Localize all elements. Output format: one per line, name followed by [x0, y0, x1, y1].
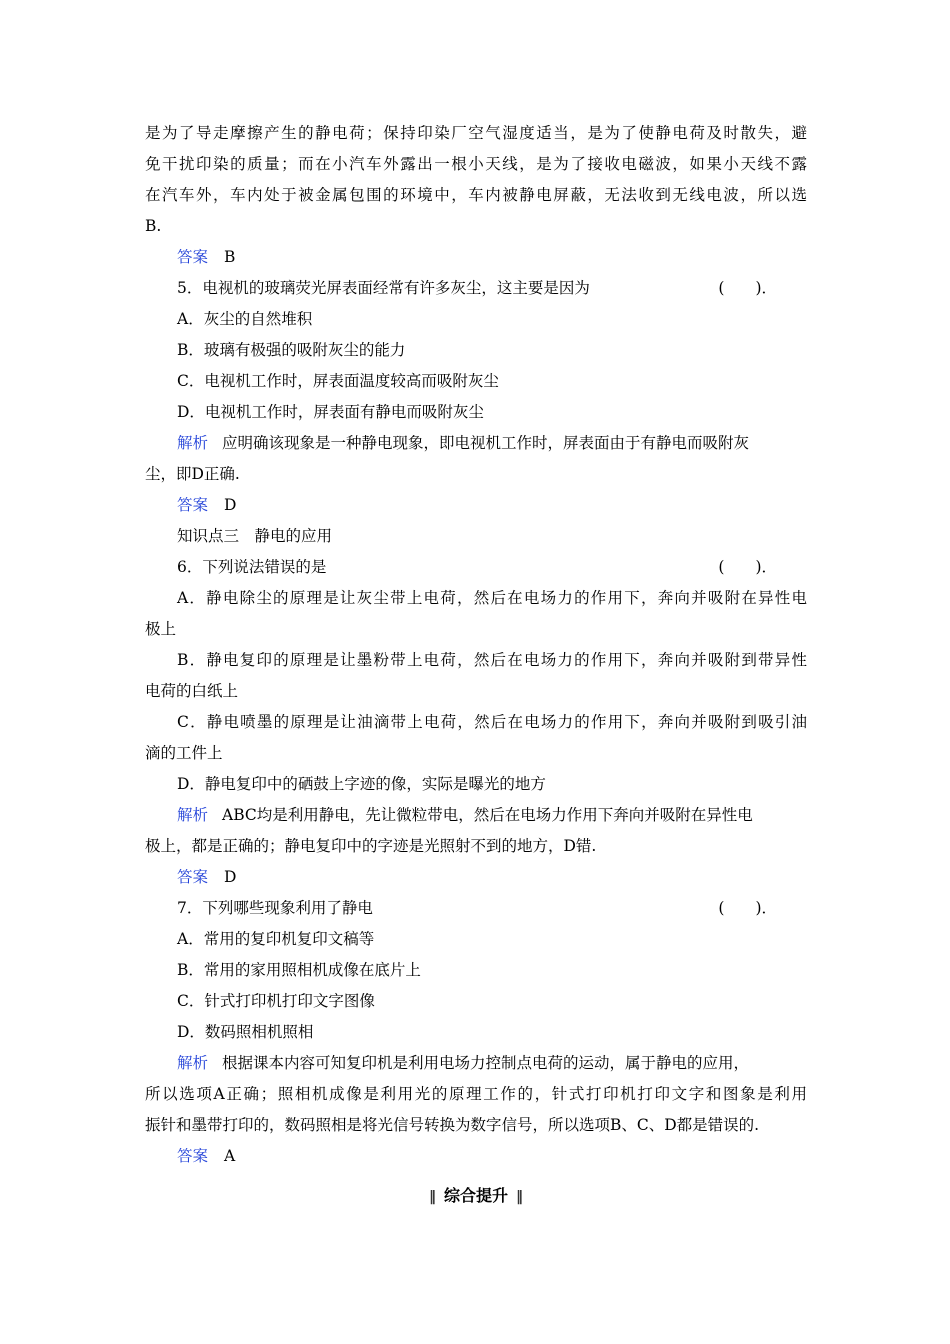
- question-7-option-a: A．常用的复印机复印文稿等: [177, 930, 375, 948]
- question-7-option-d: D．数码照相机照相: [177, 1023, 314, 1041]
- question-6-option-b-line-2: 电荷的白纸上: [145, 682, 239, 700]
- intro-line-3: 在汽车外，车内处于被金属包围的环境中，车内被静电屏蔽，无法收到无线电波，所以选: [145, 186, 807, 204]
- question-6-answer: [145, 862, 807, 893]
- answer-blank: ( )．: [718, 558, 777, 576]
- question-5-stem: [145, 273, 807, 304]
- intro-line-4: B.: [145, 217, 162, 235]
- question-5-option-d: D．电视机工作时，屏表面有静电而吸附灰尘: [177, 403, 484, 421]
- answer-value: A: [224, 1147, 236, 1165]
- question-7-stem: [145, 893, 807, 924]
- question-7-text: 7．下列哪些现象利用了静电: [177, 899, 373, 917]
- answer-label: 答案: [177, 868, 209, 886]
- question-5-text: 5．电视机的玻璃荧光屏表面经常有许多灰尘，这主要是因为: [177, 279, 590, 297]
- question-6-stem: [145, 552, 807, 583]
- analysis-label: 解析: [177, 806, 209, 824]
- answer-label: 答案: [177, 496, 209, 514]
- question-6-option-d: D．静电复印中的硒鼓上字迹的像，实际是曝光的地方: [177, 775, 546, 793]
- question-6-option-c-line-1: C．静电喷墨的原理是让油滴带上电荷，然后在电场力的作用下，奔向并吸附到吸引油: [177, 713, 807, 731]
- question-6-analysis-line-1: [145, 800, 807, 831]
- section-title: 综合提升: [443, 1186, 508, 1205]
- analysis-label: 解析: [177, 1054, 209, 1072]
- question-7-analysis-line-2: 所以选项A正确；照相机成像是利用光的原理工作的，针式打印机打印文字和图象是利用: [145, 1085, 807, 1103]
- question-7-analysis-line-3: 振针和墨带打印的，数码照相是将光信号转换为数字信号，所以选项B、C、D都是错误的.: [145, 1116, 760, 1134]
- topic-heading: 知识点三 静电的应用: [177, 527, 333, 545]
- question-7-option-c: C．针式打印机打印文字图像: [177, 992, 375, 1010]
- answer-label: 答案: [177, 1147, 209, 1165]
- left-double-bar-icon: ‖: [428, 1189, 436, 1205]
- question-6-option-c-line-2: 滴的工件上: [145, 744, 223, 762]
- answer-value: D: [224, 496, 237, 514]
- question-5-option-a: A．灰尘的自然堆积: [177, 310, 313, 328]
- question-6-option-a-line-2: 极上: [145, 620, 177, 638]
- answer-label: 答案: [177, 248, 209, 266]
- answer-value: D: [224, 868, 237, 886]
- question-6-option-a-line-1: A．静电除尘的原理是让灰尘带上电荷，然后在电场力的作用下，奔向并吸附在异性电: [177, 589, 807, 607]
- analysis-text: ABC均是利用静电，先让微粒带电，然后在电场力作用下奔向并吸附在异性电: [222, 806, 753, 824]
- analysis-text: 应明确该现象是一种静电现象，即电视机工作时，屏表面由于有静电而吸附灰: [222, 434, 750, 452]
- question-5-analysis-line-1: [145, 428, 807, 459]
- question-7-analysis-line-1: [145, 1048, 807, 1079]
- question-7-option-b: B．常用的家用照相机成像在底片上: [177, 961, 421, 979]
- intro-line-2: 免干扰印染的质量；而在小汽车外露出一根小天线，是为了接收电磁波，如果小天线不露: [145, 155, 807, 173]
- answer-blank: ( )．: [718, 279, 777, 297]
- question-6-analysis-line-2: 极上，都是正确的；静电复印中的字迹是光照射不到的地方，D错.: [145, 837, 597, 855]
- document-page: [145, 118, 807, 1211]
- question-6-text: 6．下列说法错误的是: [177, 558, 327, 576]
- analysis-label: 解析: [177, 434, 209, 452]
- question-5-option-b: B．玻璃有极强的吸附灰尘的能力: [177, 341, 406, 359]
- answer-row-4: [145, 242, 807, 273]
- question-6-option-b-line-1: B．静电复印的原理是让墨粉带上电荷，然后在电场力的作用下，奔向并吸附到带异性: [177, 651, 807, 669]
- right-double-bar-icon: ‖: [516, 1189, 523, 1205]
- answer-value: B: [224, 248, 236, 266]
- intro-line-1: 是为了导走摩擦产生的静电荷；保持印染厂空气湿度适当，是为了使静电荷及时散失，避: [145, 124, 807, 142]
- answer-blank: ( )．: [718, 899, 777, 917]
- question-5-answer: [145, 490, 807, 521]
- question-5-option-c: C．电视机工作时，屏表面温度较高而吸附灰尘: [177, 372, 499, 390]
- question-7-answer: [145, 1141, 807, 1172]
- section-heading: [145, 1180, 807, 1211]
- analysis-text: 根据课本内容可知复印机是利用电场力控制点电荷的运动，属于静电的应用，: [222, 1054, 750, 1072]
- question-5-analysis-line-2: 尘，即D正确.: [145, 465, 240, 483]
